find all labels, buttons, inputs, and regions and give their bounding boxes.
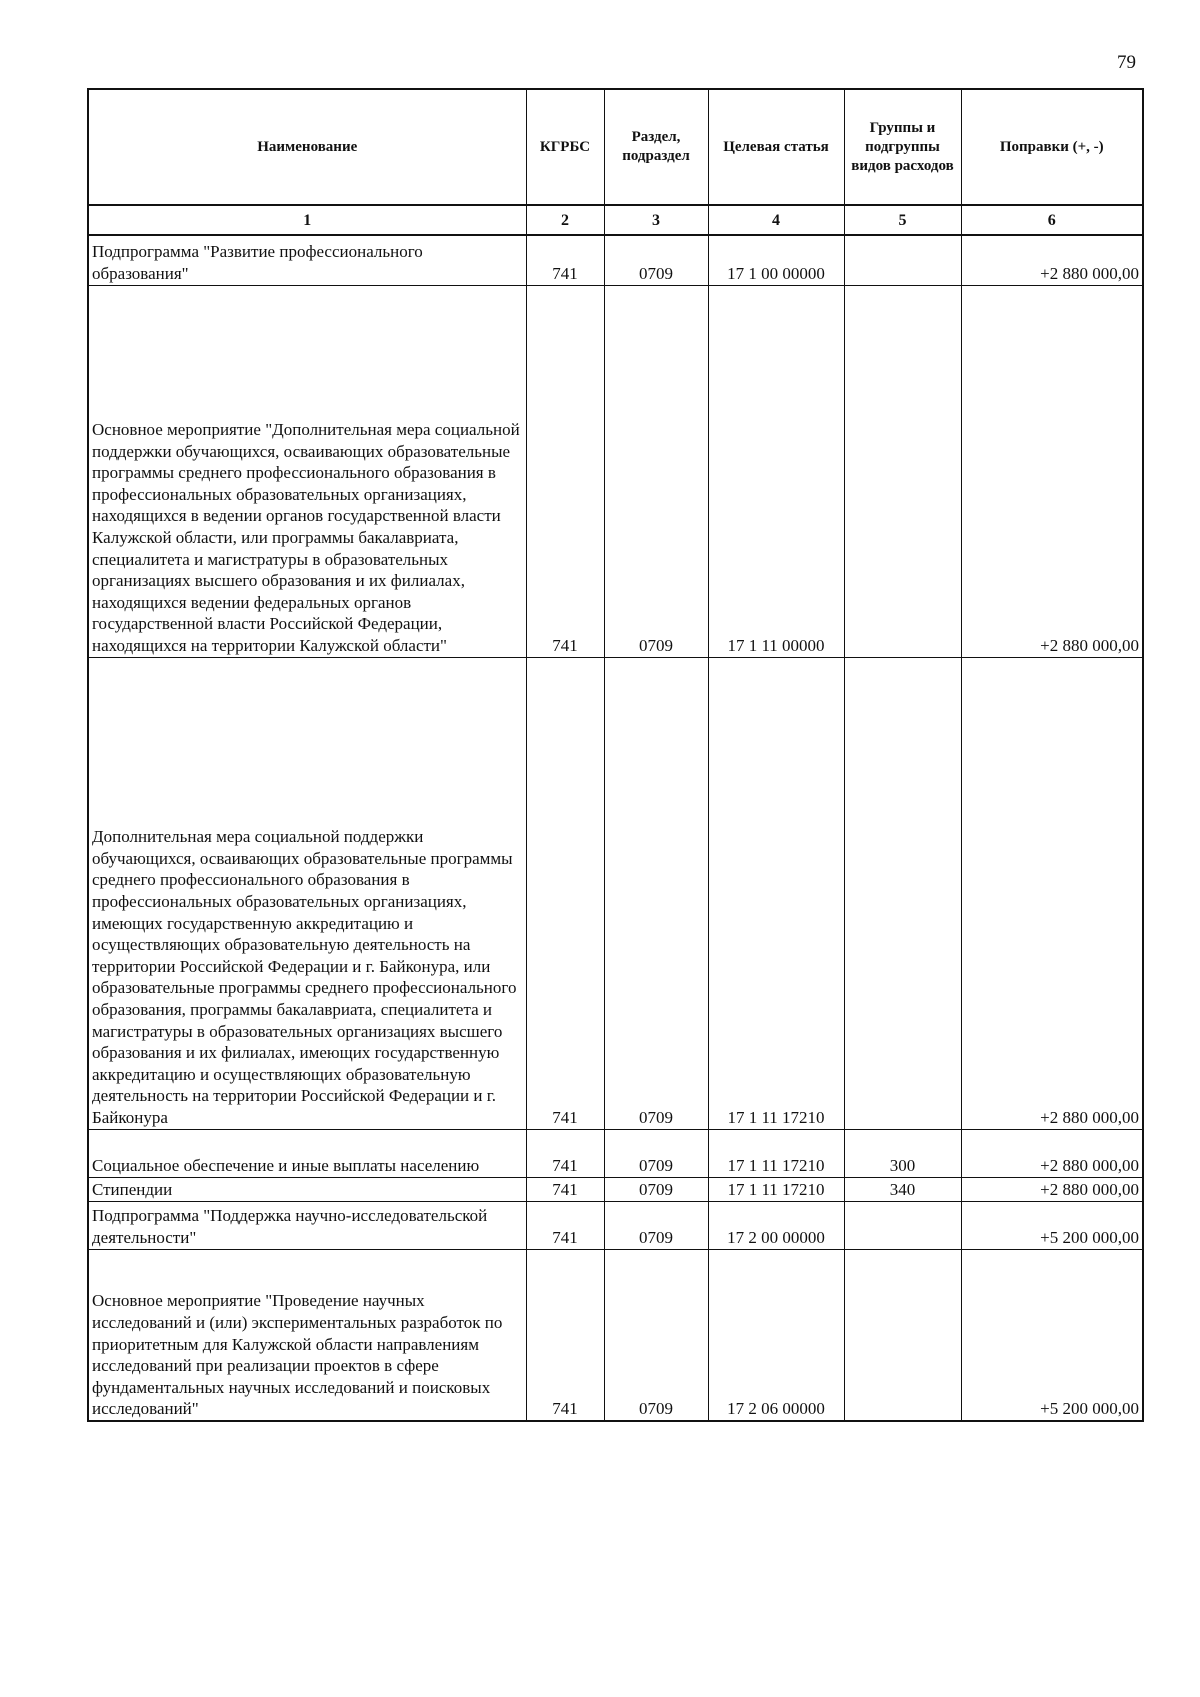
row-name: Социальное обеспечение и иные выплаты населению [88,1129,526,1177]
row-kgrbs: 741 [526,285,604,657]
header-kgrbs: КГРБС [526,89,604,205]
row-kgrbs: 741 [526,235,604,285]
row-section: 0709 [604,1201,708,1249]
table-row [88,285,1143,657]
row-name: Подпрограмма "Поддержка научно-исследовательской деятельности" [88,1201,526,1249]
column-number: 6 [961,205,1143,235]
column-number: 3 [604,205,708,235]
row-target: 17 1 00 00000 [708,235,844,285]
row-target: 17 1 11 00000 [708,285,844,657]
row-name: Основное мероприятие "Проведение научных исследований и (или) экспериментальных разработок по приоритетным для Калужской области направлениям исследований при реализации проектов в сфере фундаментальных научных исследований и поисковых исследований" [88,1249,526,1421]
row-amount: +2 880 000,00 [961,657,1143,1129]
column-number-row [88,205,1143,235]
row-section: 0709 [604,285,708,657]
table-header-row [88,89,1143,205]
header-target: Целевая статья [708,89,844,205]
header-amount: Поправки (+, -) [961,89,1143,205]
row-target: 17 1 11 17210 [708,1129,844,1177]
row-name: Подпрограмма "Развитие профессионального образования" [88,235,526,285]
table-row [88,235,1143,285]
row-amount: +2 880 000,00 [961,1129,1143,1177]
row-section: 0709 [604,1177,708,1201]
table-row [88,1129,1143,1177]
row-kgrbs: 741 [526,1177,604,1201]
row-amount: +5 200 000,00 [961,1249,1143,1421]
table-row [88,1201,1143,1249]
header-group: Группы и подгруппы видов расходов [844,89,961,205]
header-section: Раздел, подраздел [604,89,708,205]
header-name: Наименование [88,89,526,205]
row-target: 17 2 00 00000 [708,1201,844,1249]
row-name: Стипендии [88,1177,526,1201]
row-name: Дополнительная мера социальной поддержки обучающихся, осваивающих образовательные программы среднего профессионального образования в профессиональных образовательных организациях, имеющих государственную аккредитацию и осуществляющих образовательную деятельность на территории Российской Федерации и г. Байконура, или образовательные программы среднего профессионального образования, программы бакалавриата, специалитета и магистратуры в образовательных организациях высшего образования и их филиалах, имеющих государственную аккредитацию и осуществляющих образовательную деятельность на территории Российской Федерации и г. Байконура [88,657,526,1129]
row-section: 0709 [604,235,708,285]
row-amount: +5 200 000,00 [961,1201,1143,1249]
row-group [844,285,961,657]
table-row [88,1177,1143,1201]
row-target: 17 2 06 00000 [708,1249,844,1421]
budget-amendments-table [87,88,1144,1422]
column-number: 4 [708,205,844,235]
row-amount: +2 880 000,00 [961,285,1143,657]
row-section: 0709 [604,1129,708,1177]
row-group [844,1201,961,1249]
table-row [88,1249,1143,1421]
column-number: 1 [88,205,526,235]
row-kgrbs: 741 [526,1129,604,1177]
row-group: 300 [844,1129,961,1177]
row-target: 17 1 11 17210 [708,657,844,1129]
column-number: 5 [844,205,961,235]
row-section: 0709 [604,657,708,1129]
row-kgrbs: 741 [526,657,604,1129]
row-kgrbs: 741 [526,1201,604,1249]
row-group [844,657,961,1129]
row-amount: +2 880 000,00 [961,235,1143,285]
page-number: 79 [1117,52,1136,73]
row-target: 17 1 11 17210 [708,1177,844,1201]
column-number: 2 [526,205,604,235]
row-group [844,235,961,285]
row-amount: +2 880 000,00 [961,1177,1143,1201]
row-group: 340 [844,1177,961,1201]
row-section: 0709 [604,1249,708,1421]
row-name: Основное мероприятие "Дополнительная мера социальной поддержки обучающихся, осваивающих образовательные программы среднего профессионального образования в профессиональных образовательных организациях, находящихся в ведении органов государственной власти Калужской области, или программы бакалавриата, специалитета и магистратуры в образовательных организациях высшего образования и их филиалах, находящихся ведении федеральных органов государственной власти Российской Федерации, находящихся на территории Калужской области" [88,285,526,657]
row-group [844,1249,961,1421]
row-kgrbs: 741 [526,1249,604,1421]
table-row [88,657,1143,1129]
